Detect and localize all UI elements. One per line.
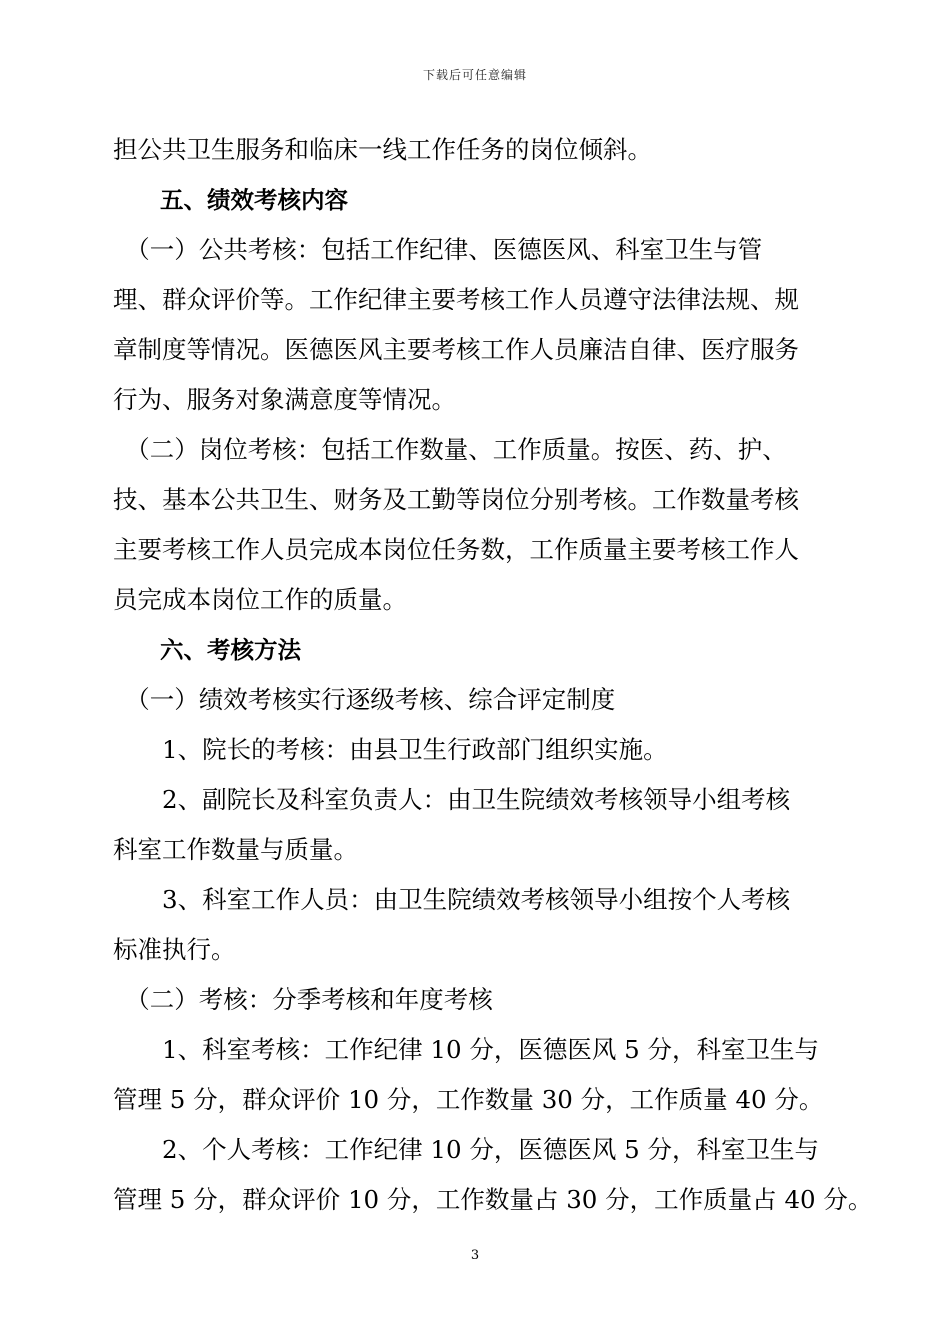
paragraph-line: 担公共卫生服务和临床一线工作任务的岗位倾斜。 (113, 135, 652, 164)
paragraph-line: 行为、服务对象满意度等情况。 (113, 385, 456, 414)
page-number: 3 (470, 1248, 480, 1263)
paragraph-line: 管理 5 分，群众评价 10 分，工作数量 30 分，工作质量 40 分。 (113, 1085, 824, 1114)
header-note: 下载后可任意编辑 (422, 68, 527, 82)
paragraph-line: （一）公共考核：包括工作纪律、医德医风、科室卫生与管 (113, 235, 763, 264)
paragraph-line: 1、院长的考核：由县卫生行政部门组织实施。 (113, 735, 668, 764)
paragraph-line: 章制度等情况。医德医风主要考核工作人员廉洁自律、医疗服务 (113, 335, 799, 364)
paragraph-line: 标准执行。 (113, 935, 236, 964)
section-heading: 六、考核方法 (113, 636, 301, 664)
paragraph-line: 2、个人考核：工作纪律 10 分，医德医风 5 分，科室卫生与 (113, 1135, 819, 1164)
paragraph-line: 3、科室工作人员：由卫生院绩效考核领导小组按个人考核 (113, 885, 791, 914)
paragraph-line: （一）绩效考核实行逐级考核、综合评定制度 (113, 685, 616, 714)
paragraph-line: 技、基本公共卫生、财务及工勤等岗位分别考核。工作数量考核 (113, 485, 799, 514)
paragraph-line: 2、副院长及科室负责人：由卫生院绩效考核领导小组考核 (113, 785, 791, 814)
paragraph-line: 主要考核工作人员完成本岗位任务数，工作质量主要考核工作人 (113, 535, 799, 564)
section-heading: 五、绩效考核内容 (113, 186, 348, 214)
paragraph-line: （二）考核：分季考核和年度考核 (113, 985, 493, 1014)
paragraph-line: （二）岗位考核：包括工作数量、工作质量。按医、药、护、 (113, 435, 787, 464)
paragraph-line: 管理 5 分，群众评价 10 分，工作数量占 30 分，工作质量占 40 分。 (113, 1185, 873, 1214)
paragraph-line: 1、科室考核：工作纪律 10 分，医德医风 5 分，科室卫生与 (113, 1035, 819, 1064)
paragraph-line: 员完成本岗位工作的质量。 (113, 585, 407, 614)
paragraph-line: 理、群众评价等。工作纪律主要考核工作人员遵守法律法规、规 (113, 285, 799, 314)
paragraph-line: 科室工作数量与质量。 (113, 835, 358, 864)
